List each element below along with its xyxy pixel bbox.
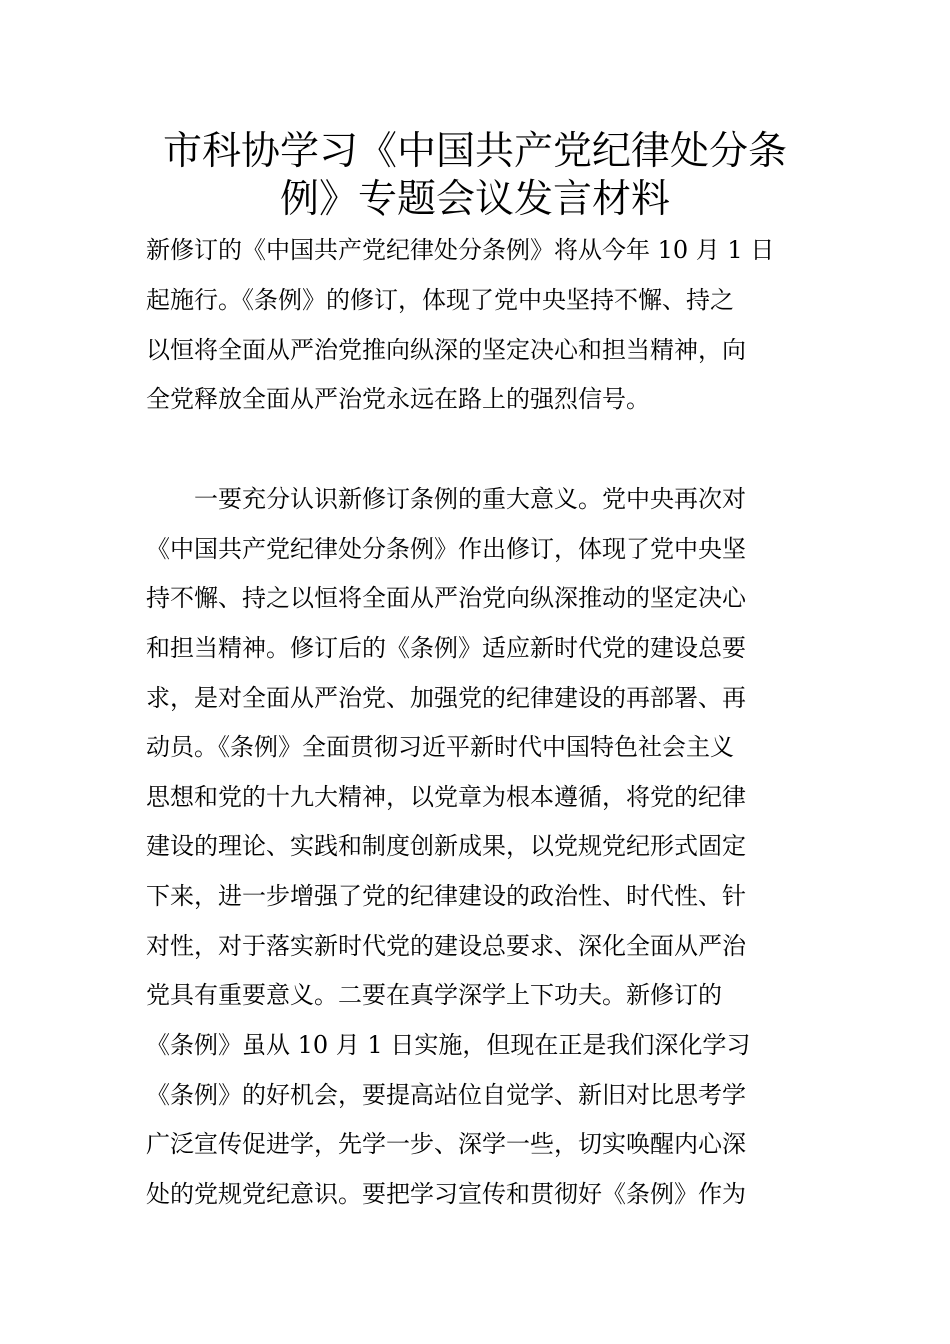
- body-line: 《条例》的好机会，要提高站位自觉学、新旧对比思考学: [146, 1081, 746, 1109]
- document-title-line-1: 市科协学习《中国共产党纪律处分条: [162, 129, 787, 174]
- body-line: 求，是对全面从严治党、加强党的纪律建设的再部署、再: [146, 684, 746, 712]
- body-line: 和担当精神。修订后的《条例》适应新时代党的建设总要: [146, 634, 746, 662]
- body-line: 下来，进一步增强了党的纪律建设的政治性、时代性、针: [146, 882, 746, 910]
- body-line: 处的党规党纪意识。要把学习宣传和贯彻好《条例》作为: [146, 1180, 746, 1208]
- body-line: 思想和党的十九大精神，以党章为根本遵循，将党的纪律: [146, 783, 746, 811]
- body-line: 持不懈、持之以恒将全面从严治党向纵深推动的坚定决心: [146, 584, 746, 612]
- body-line: 广泛宣传促进学，先学一步、深学一些，切实唤醒内心深: [146, 1130, 746, 1158]
- body-line: 建设的理论、实践和制度创新成果，以党规党纪形式固定: [146, 832, 746, 860]
- body-line: 党具有重要意义。二要在真学深学上下功夫。新修订的: [146, 981, 722, 1009]
- document-title-line-2: 例》专题会议发言材料: [279, 177, 670, 222]
- body-line: 对性，对于落实新时代党的建设总要求、深化全面从严治: [146, 932, 746, 960]
- body-line: 《中国共产党纪律处分条例》作出修订，体现了党中央坚: [146, 535, 746, 563]
- body-line: 动员。《条例》全面贯彻习近平新时代中国特色社会主义: [146, 733, 734, 761]
- body-line: 一要充分认识新修订条例的重大意义。党中央再次对: [146, 485, 746, 513]
- body-line: 起施行。《条例》的修订，体现了党中央坚持不懈、持之: [146, 286, 734, 314]
- body-line: 全党释放全面从严治党永远在路上的强烈信号。: [146, 385, 650, 413]
- body-line: 《条例》虽从 10 月 1 日实施，但现在正是我们深化学习: [146, 1031, 751, 1059]
- body-line: 新修订的《中国共产党纪律处分条例》将从今年 10 月 1 日: [146, 236, 775, 264]
- body-line: 以恒将全面从严治党推向纵深的坚定决心和担当精神，向: [146, 336, 746, 364]
